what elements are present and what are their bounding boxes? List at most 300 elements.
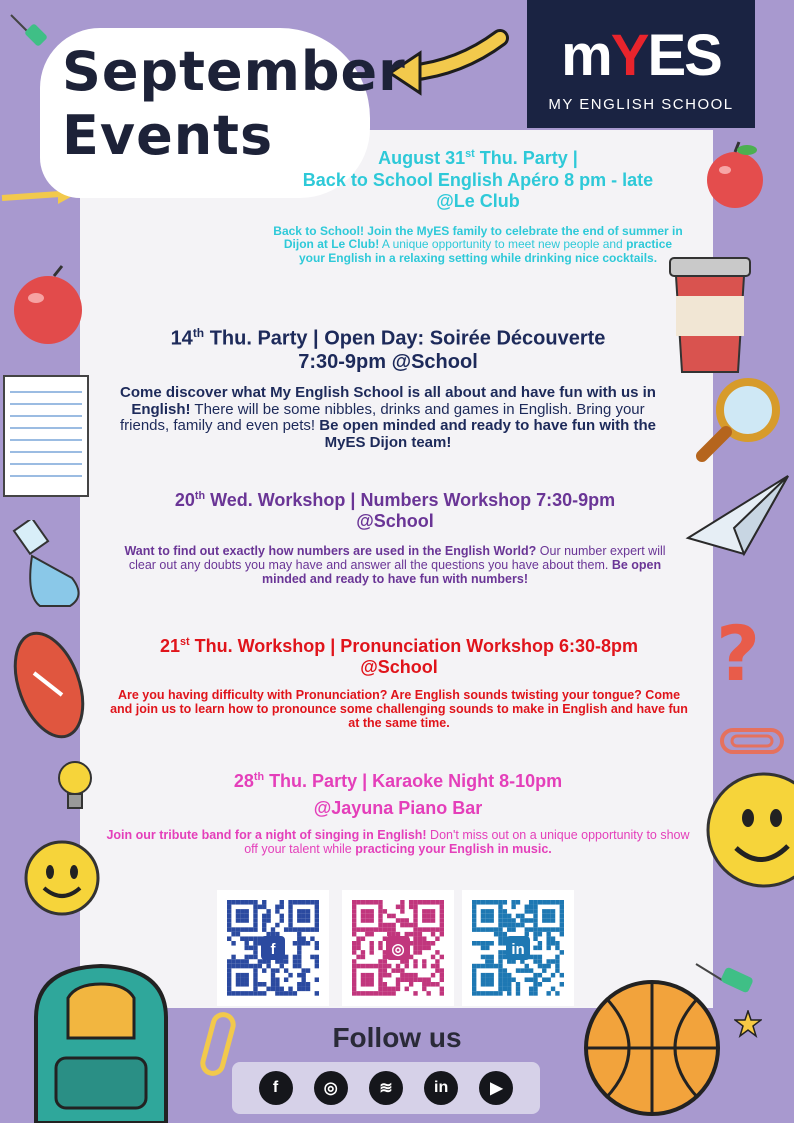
qr-module <box>435 959 439 964</box>
qr-module <box>400 909 404 914</box>
qr-module <box>249 946 253 951</box>
qr-module <box>365 973 369 978</box>
qr-module <box>315 918 319 923</box>
qr-module <box>236 914 240 919</box>
qr-module <box>413 927 417 932</box>
logo-wordmark: mYES <box>561 23 721 88</box>
qr-module <box>490 991 494 996</box>
qr-module <box>494 964 498 969</box>
instagram-icon[interactable]: ◎ <box>314 1071 348 1105</box>
qr-module <box>361 914 365 919</box>
qr-module <box>435 900 439 905</box>
qr-module <box>293 991 297 996</box>
qr-module <box>361 955 365 960</box>
qr-module <box>503 982 507 987</box>
qr-module <box>231 964 235 969</box>
qr-module <box>511 905 515 910</box>
qr-module <box>262 914 266 919</box>
qr-module <box>409 932 413 937</box>
qr-center-glyph: ◎ <box>391 941 405 958</box>
qr-module <box>418 977 422 982</box>
qr-module <box>361 927 365 932</box>
qr-module <box>352 964 356 969</box>
qr-module <box>356 927 360 932</box>
event-numbers-workshop <box>110 490 680 586</box>
event-description: Come discover what My English School is all about and have fun with us in English! There will be some nibbles, drinks and games in English. Bring your friends, family and even pets! Be open minded and ready to have fun with the MyES Dijon team! <box>120 383 656 452</box>
qr-module <box>529 909 533 914</box>
notebook-icon <box>0 372 92 500</box>
qr-module <box>245 918 249 923</box>
qr-module <box>542 927 546 932</box>
qr-module <box>560 927 564 932</box>
qr-module <box>301 927 305 932</box>
qr-module <box>472 941 476 946</box>
qr-module <box>538 959 542 964</box>
qr-module <box>245 973 249 978</box>
qr-module <box>546 991 550 996</box>
qr-module <box>551 973 555 978</box>
qr-module <box>511 923 515 928</box>
qr-module <box>405 932 409 937</box>
qr-module <box>431 941 435 946</box>
qr-module <box>356 991 360 996</box>
qr-module <box>426 927 430 932</box>
qr-module <box>422 941 426 946</box>
qr-module <box>378 909 382 914</box>
qr-module <box>262 923 266 928</box>
qr-module <box>231 927 235 932</box>
qr-module <box>560 914 564 919</box>
qr-module <box>227 927 231 932</box>
qr-module <box>227 987 231 992</box>
qr-module <box>391 914 395 919</box>
qr-module <box>361 991 365 996</box>
pushpin-icon <box>692 958 762 1004</box>
qr-module <box>249 991 253 996</box>
qr-module <box>476 900 480 905</box>
qr-module <box>245 959 249 964</box>
qr-module <box>387 914 391 919</box>
qr-center-glyph: f <box>270 941 276 958</box>
qr-module <box>472 982 476 987</box>
qr-module <box>315 927 319 932</box>
qr-module <box>280 914 284 919</box>
qr-module <box>485 914 489 919</box>
qr-module <box>409 982 413 987</box>
qr-module <box>301 914 305 919</box>
qr-module <box>356 941 360 946</box>
qr-module <box>555 991 559 996</box>
apple-icon <box>695 140 775 210</box>
qr-module <box>490 959 494 964</box>
qr-module <box>498 968 502 973</box>
qr-module <box>293 941 297 946</box>
qr-module <box>555 955 559 960</box>
qr-module <box>413 909 417 914</box>
qr-module <box>391 991 395 996</box>
qr-module <box>315 914 319 919</box>
qr-module <box>546 936 550 941</box>
qr-module <box>555 959 559 964</box>
qr-module <box>352 946 356 951</box>
qr-module <box>542 918 546 923</box>
event-heading: 14th Thu. Party | Open Day: Soirée Découverte 7:30-9pm @School <box>170 326 606 374</box>
qr-module <box>498 905 502 910</box>
qr-module <box>503 968 507 973</box>
qr-module <box>560 923 564 928</box>
qr-module <box>245 977 249 982</box>
qr-module <box>485 941 489 946</box>
qr-module <box>507 982 511 987</box>
qr-module <box>387 987 391 992</box>
qr-module <box>370 932 374 937</box>
qr-module <box>546 909 550 914</box>
qr-module <box>551 900 555 905</box>
qr-module <box>352 973 356 978</box>
qr-module <box>529 968 533 973</box>
qr-module <box>533 959 537 964</box>
qr-module <box>533 955 537 960</box>
qr-module <box>485 973 489 978</box>
qr-module <box>240 964 244 969</box>
qr-module <box>253 909 257 914</box>
qr-module <box>352 927 356 932</box>
qr-module <box>498 900 502 905</box>
qr-module <box>288 987 292 992</box>
qr-module <box>533 909 537 914</box>
qr-module <box>422 964 426 969</box>
qr-module <box>490 900 494 905</box>
qr-module <box>481 955 485 960</box>
instagram-qr-code[interactable] <box>342 890 454 1006</box>
qr-module <box>297 982 301 987</box>
qr-pattern <box>472 900 564 996</box>
qr-module <box>262 905 266 910</box>
qr-module <box>275 991 279 996</box>
qr-module <box>533 946 537 951</box>
qr-module <box>529 905 533 910</box>
qr-module <box>440 932 444 937</box>
qr-module <box>253 914 257 919</box>
qr-module <box>422 900 426 905</box>
qr-module <box>240 982 244 987</box>
qr-module <box>352 909 356 914</box>
event-heading: 28th Thu. Party | Karaoke Night 8-10pm @Jayuna Piano Bar <box>233 771 563 818</box>
qr-module <box>227 977 231 982</box>
qr-module <box>511 977 515 982</box>
qr-module <box>551 909 555 914</box>
qr-module <box>546 932 550 937</box>
qr-module <box>383 982 387 987</box>
qr-module <box>542 914 546 919</box>
qr-module <box>352 987 356 992</box>
qr-module <box>365 977 369 982</box>
qr-module <box>555 927 559 932</box>
qr-module <box>383 959 387 964</box>
qr-module <box>288 973 292 978</box>
qr-module <box>240 914 244 919</box>
qr-module <box>249 927 253 932</box>
qr-module <box>227 918 231 923</box>
qr-module <box>245 964 249 969</box>
qr-module <box>507 914 511 919</box>
qr-module <box>370 964 374 969</box>
qr-module <box>361 982 365 987</box>
qr-module <box>485 955 489 960</box>
qr-module <box>253 977 257 982</box>
qr-module <box>413 900 417 905</box>
qr-module <box>352 918 356 923</box>
qr-module <box>297 959 301 964</box>
qr-module <box>503 914 507 919</box>
qr-module <box>440 955 444 960</box>
qr-module <box>240 918 244 923</box>
qr-module <box>546 964 550 969</box>
qr-module <box>361 900 365 905</box>
qr-module <box>555 900 559 905</box>
qr-module <box>426 991 430 996</box>
qr-module <box>227 968 231 973</box>
qr-module <box>275 977 279 982</box>
qr-module <box>426 977 430 982</box>
qr-module <box>253 936 257 941</box>
qr-module <box>405 918 409 923</box>
qr-module <box>485 927 489 932</box>
qr-module <box>293 955 297 960</box>
qr-module <box>440 977 444 982</box>
qr-module <box>490 973 494 978</box>
qr-module <box>498 959 502 964</box>
qr-module <box>227 900 231 905</box>
qr-module <box>422 959 426 964</box>
qr-module <box>431 973 435 978</box>
qr-module <box>498 987 502 992</box>
qr-module <box>516 923 520 928</box>
qr-module <box>370 977 374 982</box>
qr-module <box>503 987 507 992</box>
qr-module <box>551 959 555 964</box>
qr-module <box>494 900 498 905</box>
qr-module <box>426 900 430 905</box>
qr-module <box>481 941 485 946</box>
smiley-icon <box>704 770 794 890</box>
qr-module <box>227 936 231 941</box>
qr-module <box>490 964 494 969</box>
qr-module <box>378 982 382 987</box>
qr-module <box>236 900 240 905</box>
qr-module <box>485 977 489 982</box>
qr-module <box>374 927 378 932</box>
qr-module <box>280 900 284 905</box>
qr-module <box>253 964 257 969</box>
qr-module <box>356 900 360 905</box>
qr-module <box>481 991 485 996</box>
qr-module <box>271 982 275 987</box>
qr-module <box>365 927 369 932</box>
qr-module <box>293 964 297 969</box>
qr-module <box>231 991 235 996</box>
qr-module <box>472 914 476 919</box>
qr-module <box>227 909 231 914</box>
qr-module <box>293 900 297 905</box>
qr-module <box>546 959 550 964</box>
qr-module <box>472 923 476 928</box>
qr-module <box>383 923 387 928</box>
qr-module <box>490 918 494 923</box>
qr-module <box>361 977 365 982</box>
qr-module <box>516 991 520 996</box>
qr-module <box>520 923 524 928</box>
qr-module <box>476 927 480 932</box>
qr-module <box>503 973 507 978</box>
qr-module <box>365 991 369 996</box>
qr-module <box>396 964 400 969</box>
qr-module <box>266 964 270 969</box>
qr-module <box>542 964 546 969</box>
qr-module <box>516 987 520 992</box>
linkedin-qr-code[interactable] <box>462 890 574 1006</box>
qr-module <box>306 900 310 905</box>
qr-module <box>245 991 249 996</box>
pushpin-icon <box>6 10 56 60</box>
qr-module <box>315 900 319 905</box>
qr-module <box>546 918 550 923</box>
qr-module <box>315 941 319 946</box>
linkedin-icon[interactable]: in <box>424 1071 458 1105</box>
qr-module <box>253 946 257 951</box>
qr-module <box>361 950 365 955</box>
qr-module <box>370 982 374 987</box>
qr-module <box>383 927 387 932</box>
event-heading: 21st Thu. Workshop | Pronunciation Workshop 6:30-8pm @School <box>159 636 639 678</box>
qr-module <box>472 973 476 978</box>
qr-module <box>431 927 435 932</box>
qr-module <box>516 982 520 987</box>
qr-module <box>481 982 485 987</box>
qr-module <box>236 927 240 932</box>
qr-module <box>253 968 257 973</box>
qr-module <box>472 905 476 910</box>
qr-module <box>258 964 262 969</box>
qr-module <box>405 987 409 992</box>
qr-module <box>538 932 542 937</box>
qr-module <box>262 918 266 923</box>
qr-module <box>431 982 435 987</box>
qr-module <box>533 936 537 941</box>
qr-module <box>297 927 301 932</box>
event-karaoke-night <box>104 768 692 856</box>
qr-module <box>476 964 480 969</box>
qr-module <box>555 968 559 973</box>
qr-module <box>374 964 378 969</box>
qr-module <box>253 987 257 992</box>
qr-module <box>413 977 417 982</box>
facebook-icon[interactable]: f <box>259 1071 293 1105</box>
qr-module <box>555 946 559 951</box>
qr-module <box>231 932 235 937</box>
qr-module <box>413 973 417 978</box>
spotify-icon[interactable]: ≋ <box>369 1071 403 1105</box>
qr-module <box>498 950 502 955</box>
qr-module <box>378 946 382 951</box>
qr-module <box>422 936 426 941</box>
qr-module <box>520 968 524 973</box>
qr-module <box>306 941 310 946</box>
qr-module <box>529 991 533 996</box>
qr-module <box>560 982 564 987</box>
qr-module <box>413 964 417 969</box>
event-heading: August 31st Thu. Party | Back to School English Apéro 8 pm - late @Le Club <box>302 148 654 212</box>
qr-module <box>440 900 444 905</box>
qr-module <box>481 927 485 932</box>
qr-module <box>507 991 511 996</box>
qr-module <box>378 987 382 992</box>
qr-module <box>396 982 400 987</box>
qr-module <box>533 927 537 932</box>
qr-module <box>435 936 439 941</box>
qr-module <box>271 968 275 973</box>
question-mark-icon <box>708 610 768 690</box>
qr-module <box>240 973 244 978</box>
qr-module <box>413 941 417 946</box>
qr-module <box>422 977 426 982</box>
qr-module <box>422 918 426 923</box>
qr-module <box>236 959 240 964</box>
qr-module <box>498 914 502 919</box>
qr-module <box>435 968 439 973</box>
qr-module <box>387 964 391 969</box>
qr-module <box>227 905 231 910</box>
qr-module <box>440 987 444 992</box>
qr-module <box>542 968 546 973</box>
qr-module <box>533 977 537 982</box>
qr-module <box>301 900 305 905</box>
qr-module <box>503 923 507 928</box>
qr-module <box>227 982 231 987</box>
apple-icon <box>6 262 86 357</box>
qr-module <box>374 991 378 996</box>
qr-module <box>266 987 270 992</box>
qr-module <box>490 941 494 946</box>
qr-pattern <box>352 900 444 996</box>
qr-module <box>352 991 356 996</box>
qr-module <box>533 987 537 992</box>
qr-module <box>297 900 301 905</box>
qr-module <box>490 927 494 932</box>
qr-module <box>236 932 240 937</box>
qr-module <box>370 900 374 905</box>
qr-module <box>533 914 537 919</box>
qr-module <box>293 927 297 932</box>
qr-module <box>288 927 292 932</box>
youtube-icon[interactable]: ▶ <box>479 1071 513 1105</box>
qr-module <box>352 941 356 946</box>
qr-module <box>525 927 529 932</box>
qr-module <box>231 959 235 964</box>
qr-module <box>498 982 502 987</box>
qr-module <box>525 964 529 969</box>
lightbulb-icon <box>40 746 110 821</box>
qr-module <box>266 914 270 919</box>
qr-module <box>236 909 240 914</box>
qr-module <box>306 909 310 914</box>
qr-module <box>236 977 240 982</box>
qr-module <box>275 987 279 992</box>
facebook-qr-code[interactable] <box>217 890 329 1006</box>
qr-module <box>245 941 249 946</box>
qr-module <box>485 964 489 969</box>
qr-module <box>387 927 391 932</box>
